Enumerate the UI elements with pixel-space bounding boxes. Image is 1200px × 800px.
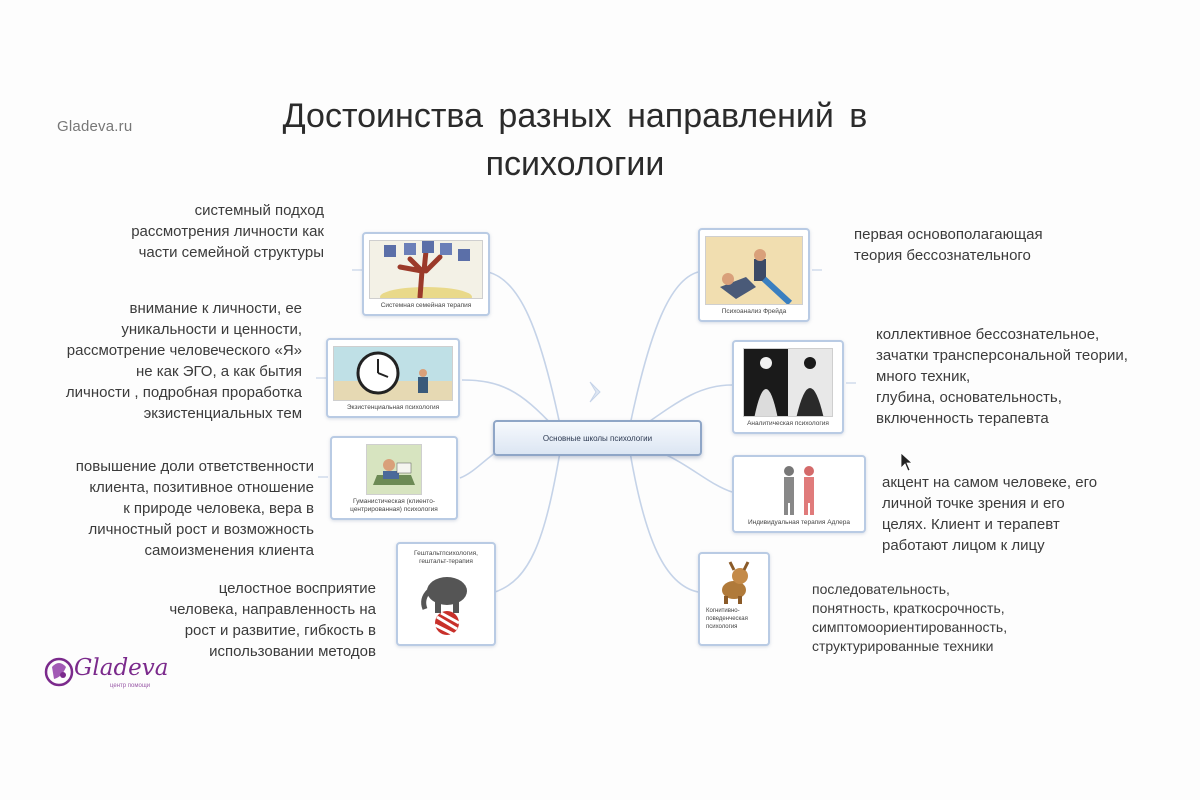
center-arrow-shape [590, 382, 600, 402]
node-caption: Гештальтпсихология, гештальт-терапия [414, 550, 478, 565]
node-adler[interactable] [732, 455, 866, 533]
center-node-label: Основные школы психологии [542, 433, 653, 443]
connector-left-4 [495, 452, 560, 592]
brand-logo [44, 655, 174, 695]
title-line-2: психологии [485, 145, 665, 183]
node-gestalt[interactable] [396, 542, 496, 646]
logo-mark-icon [44, 655, 74, 689]
clock-icon [333, 346, 453, 401]
logo-name: Gladeva [74, 655, 169, 681]
node-caption: Системная семейная терапия [380, 302, 472, 309]
logo-tagline: центр помощи [110, 683, 151, 689]
node-cbt[interactable] [698, 552, 770, 646]
node-caption: Когнитивно-поведенческая психология [706, 608, 748, 630]
dog-icon [710, 560, 758, 604]
node-psychoanalysis[interactable] [698, 228, 810, 322]
node-analytical[interactable] [732, 340, 844, 434]
node-humanistic[interactable] [330, 436, 458, 520]
node-caption: Психоанализ Фрейда [721, 308, 787, 315]
connector-right-3 [660, 452, 732, 492]
description-analytical: коллективное бессознательное, зачатки трансперсональной теории, много техник, глубина, основательность, включенность терапевта [876, 326, 1128, 427]
connector-left-1 [488, 272, 560, 425]
family-tree-icon [369, 240, 483, 299]
connector-right-1 [630, 272, 698, 425]
node-caption: Экзистенциальная психология [346, 404, 440, 411]
description-cbt: последовательность, понятность, краткосрочность, симптомоориентированность, структурированные техники [812, 581, 1008, 654]
node-caption: Аналитическая психология [747, 420, 829, 427]
node-caption: Гуманистическая (клиенто-центрированная) психология [350, 498, 438, 513]
watermark-text: Gladeva.ru [57, 118, 133, 135]
center-node[interactable] [493, 420, 702, 456]
two-people-icon [769, 463, 829, 516]
reading-person-icon [366, 444, 422, 495]
description-adler: акцент на самом человеке, его личной точке зрения и его целях. Клиент и терапевт работают лицом к лицу [882, 474, 1098, 554]
description-psychoanalysis: первая основополагающая теория бессознательного [854, 226, 1043, 264]
mouse-cursor-icon [900, 452, 914, 472]
description-humanistic: повышение доли ответственности клиента, позитивное отношение к природе человека, вера в личностный рост и возможность самоизменения клиента [75, 458, 314, 559]
title-line-1: Достоинства разных направлений в [282, 97, 868, 135]
description-gestalt: целостное восприятие человека, направленность на рост и развитие, гибкость в использовании методов [169, 580, 376, 660]
shadow-figures-icon [743, 348, 833, 417]
couch-session-icon [705, 236, 803, 305]
description-existential: внимание к личности, ее уникальности и ценности, рассмотрение человеческого «Я» не как ЭГО, а как бытия личности , подробная проработка экзистенциальных тем [65, 300, 302, 422]
node-family-therapy[interactable] [362, 232, 490, 316]
elephant-on-ball-icon [415, 569, 477, 635]
connector-right-4 [630, 452, 698, 592]
node-existential[interactable] [326, 338, 460, 418]
node-caption: Индивидуальная терапия Адлера [747, 519, 851, 526]
description-family-therapy: системный подход рассмотрения личности как части семейной структуры [131, 202, 324, 261]
